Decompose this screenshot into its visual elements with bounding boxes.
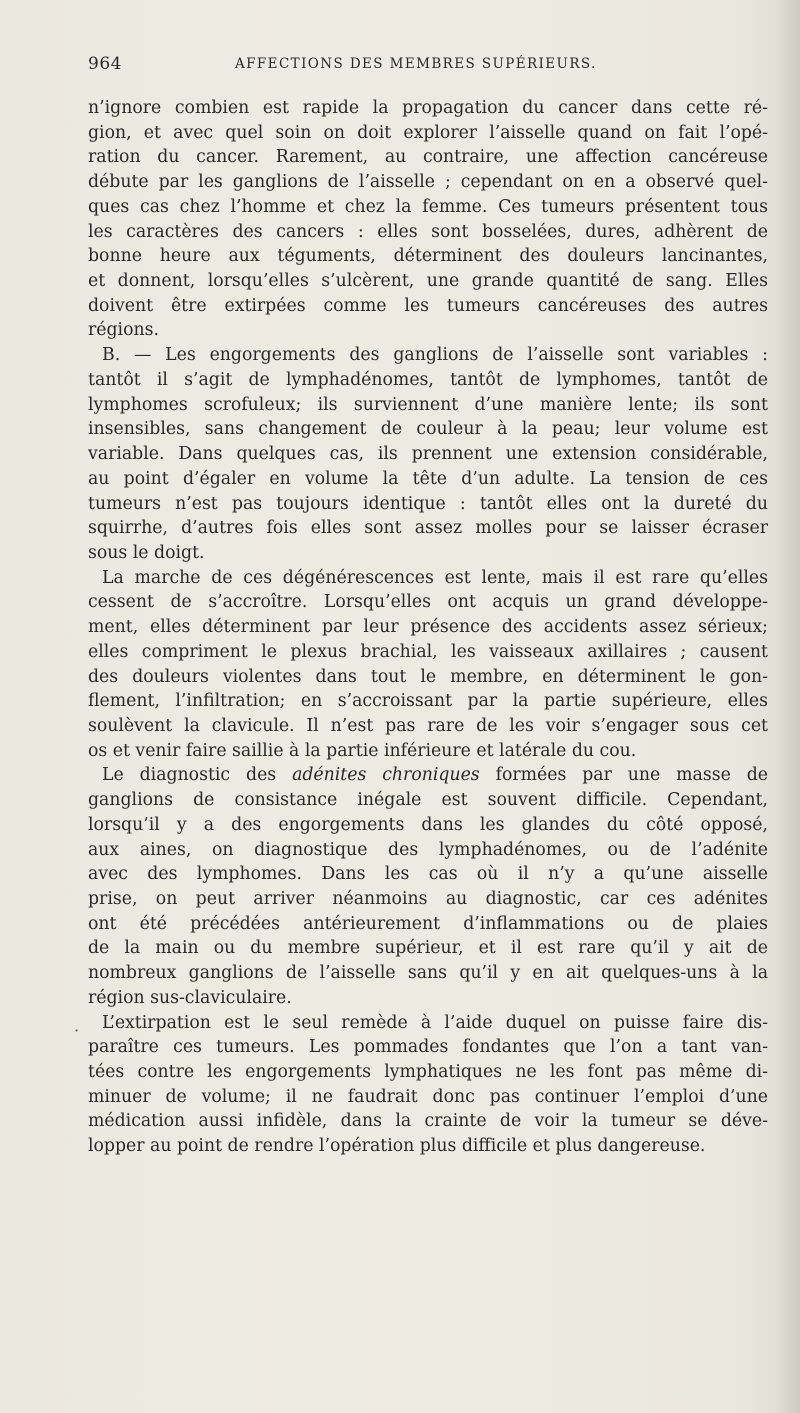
text-line: tantôt il s’agit de lymphadénomes, tantôt de lymphomes, tantôt de xyxy=(88,369,768,390)
text-line: et donnent, lorsqu’elles s’ulcèrent, une grande quantité de sang. Elles xyxy=(88,271,768,292)
text-line: débute par les ganglions de l’aisselle ; cependant on en a observé quel- xyxy=(88,172,768,193)
text-line: avec des lymphomes. Dans les cas où il n’y a qu’une aisselle xyxy=(88,864,768,885)
text-line: sous le doigt. xyxy=(88,542,205,563)
text-line: paraître ces tumeurs. Les pommades fondantes que l’on a tant van- xyxy=(88,1037,768,1058)
text-line: La marche de ces dégénérescences est lente, mais il est rare qu’elles xyxy=(102,567,768,588)
text-line: nombreux ganglions de l’aisselle sans qu’il y en ait quelques-uns à la xyxy=(88,963,768,984)
text-line: prise, on peut arriver néanmoins au diagnostic, car ces adénites xyxy=(88,889,768,909)
text-line: squirrhe, d’autres fois elles sont assez molles pour se laisser écraser xyxy=(88,518,768,539)
page-number: 964 xyxy=(88,54,122,74)
text-line: cessent de s’accroître. Lorsqu’elles ont acquis un grand développe- xyxy=(88,592,768,613)
text-line: de la main ou du membre supérieur, et il est rare qu’il y ait de xyxy=(88,938,768,959)
text-line: aux aines, on diagnostique des lymphadénomes, ou de l’adénite xyxy=(88,839,768,860)
text-line: ques cas chez l’homme et chez la femme. Ces tumeurs présentent tous xyxy=(88,196,768,217)
text-line: soulèvent la clavicule. Il n’est pas rare de les voir s’engager sous cet xyxy=(88,715,768,736)
text-line: bonne heure aux téguments, déterminent des douleurs lancinantes, xyxy=(88,246,768,267)
text-line: n’ignore combien est rapide la propagation du cancer dans cette ré- xyxy=(88,98,768,118)
text-line: médication aussi infidèle, dans la crainte de voir la tumeur se déve- xyxy=(88,1111,768,1132)
page-header xyxy=(88,54,778,80)
text-line: B. — Les engorgements des ganglions de l’aisselle sont variables : xyxy=(102,345,768,366)
text-line: ment, elles déterminent par leur présence des accidents assez sérieux; xyxy=(88,617,768,638)
italic-term: adénites chroniques xyxy=(292,765,480,786)
text-line: les caractères des cancers : elles sont bosselées, dures, adhèrent de xyxy=(88,221,768,242)
text-line: lymphomes scrofuleux; ils surviennent d’une manière lente; ils sont xyxy=(88,394,768,415)
text-line: régions. xyxy=(88,320,159,341)
running-title: AFFECTIONS DES MEMBRES SUPÉRIEURS. xyxy=(235,56,597,72)
text-line: lorsqu’il y a des engorgements dans les glandes du côté opposé, xyxy=(88,814,768,835)
text-line: L’extirpation est le seul remède à l’aide duquel on puisse faire dis- xyxy=(102,1012,768,1033)
page-edge-shadow xyxy=(778,0,800,1413)
text-line: ont été précédées antérieurement d’inflammations ou de plaies xyxy=(88,913,768,934)
text-line: tées contre les engorgements lymphatiques ne les font pas même di- xyxy=(88,1062,768,1083)
text-line: lopper au point de rendre l’opération plus difficile et plus dangereuse. xyxy=(88,1136,706,1157)
text-line: doivent être extirpées comme les tumeurs cancéreuses des autres xyxy=(88,295,768,316)
text-line: ganglions de consistance inégale est souvent difficile. Cependant, xyxy=(88,790,768,811)
margin-mark: · xyxy=(74,1021,80,1040)
body-text xyxy=(88,96,768,1159)
text-line: au point d’égaler en volume la tête d’un adulte. La tension de ces xyxy=(88,468,768,489)
text-line: flement, l’infiltration; en s’accroissant par la partie supérieure, elles xyxy=(88,691,768,712)
text-line: os et venir faire saillie à la partie inférieure et latérale du cou. xyxy=(88,740,637,761)
text-line: variable. Dans quelques cas, ils prennent une extension considérable, xyxy=(88,444,768,465)
text-line: insensibles, sans changement de couleur à la peau; leur volume est xyxy=(88,419,768,440)
text-line: gion, et avec quel soin on doit explorer l’aisselle quand on fait l’opé- xyxy=(88,122,768,143)
text-line: minuer de volume; il ne faudrait donc pas continuer l’emploi d’une xyxy=(88,1086,768,1107)
text-line: des douleurs violentes dans tout le membre, en déterminent le gon- xyxy=(88,666,768,687)
text-line: Le diagnostic des adénites chroniques formées par une masse de xyxy=(102,765,768,786)
text-line: tumeurs n’est pas toujours identique : tantôt elles ont la dureté du xyxy=(88,493,768,514)
text-line: elles compriment le plexus brachial, les vaisseaux axillaires ; causent xyxy=(88,641,768,662)
text-line: région sus-claviculaire. xyxy=(88,987,292,1008)
text-line: ration du cancer. Rarement, au contraire, une affection cancéreuse xyxy=(88,147,768,168)
